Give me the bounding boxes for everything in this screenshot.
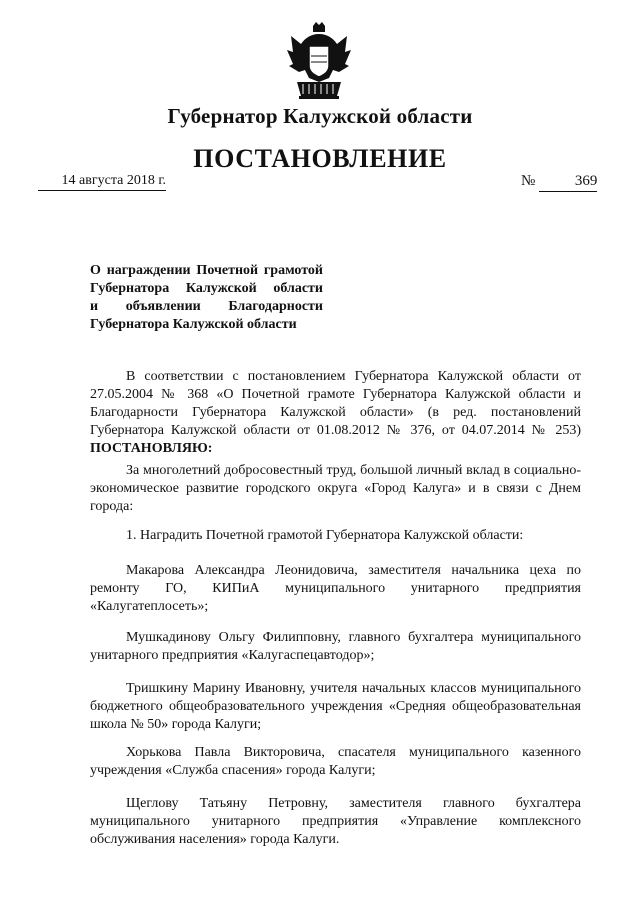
number-label: № (521, 173, 536, 189)
document-date: 14 августа 2018 г. (38, 173, 166, 191)
awardee-paragraph: Мушкадинову Ольгу Филипповну, главного бухгалтера муниципального унитарного предприятия «Калугаспецавтодор»; (90, 630, 581, 663)
preamble-text: В соответствии с постановлением Губернатора Калужской области от 27.05.2004 № 368 «О Почетной грамоте Губернатора Калужской области и Благодарности Губернатора Калужской области» (в ред. постановлений Губернатора Калужской области от 01.08.2012 № 376, от 04.07.2014 № 253) (90, 369, 581, 438)
award-item-1: 1. Наградить Почетной грамотой Губернатора Калужской области: (126, 528, 524, 543)
subject-line: Губернатора Калужской области (90, 281, 323, 296)
number-value: 369 (539, 173, 597, 192)
coat-of-arms-icon (283, 22, 355, 100)
preamble-paragraph (90, 368, 581, 458)
awardee-paragraph: Макарова Александра Леонидовича, заместителя начальника цеха по ремонту ГО, КИПиА муниципального унитарного предприятия «Калугатеплосеть»; (90, 563, 581, 614)
subject-line: О награждении Почетной грамотой (90, 263, 323, 278)
awardee-paragraph: Тришкину Марину Ивановну, учителя начальных классов муниципального бюджетного общеобразовательного учреждения «Средняя общеобразовательная школа № 50» города Калуги; (90, 681, 581, 732)
subject-line: Губернатора Калужской области (90, 317, 297, 332)
reason-paragraph: За многолетний добросовестный труд, большой личный вклад в социально-экономическое развитие городского округа «Город Калуга» и в связи с Днем города: (90, 463, 581, 514)
authority-title: Губернатор Калужской области (167, 104, 473, 128)
decree-word: ПОСТАНОВЛЯЮ: (90, 441, 213, 456)
document-type: ПОСТАНОВЛЕНИЕ (193, 144, 447, 173)
document-number (521, 173, 597, 192)
awardee-paragraph: Щеглову Татьяну Петровну, заместителя главного бухгалтера муниципального унитарного предприятия «Управление комплексного обслуживания населения» города Калуги. (90, 796, 581, 847)
awardee-paragraph: Хорькова Павла Викторовича, спасателя муниципального казенного учреждения «Служба спасения» города Калуги; (90, 745, 581, 778)
subject-line: и объявлении Благодарности (90, 299, 323, 314)
document-subject (90, 262, 323, 334)
